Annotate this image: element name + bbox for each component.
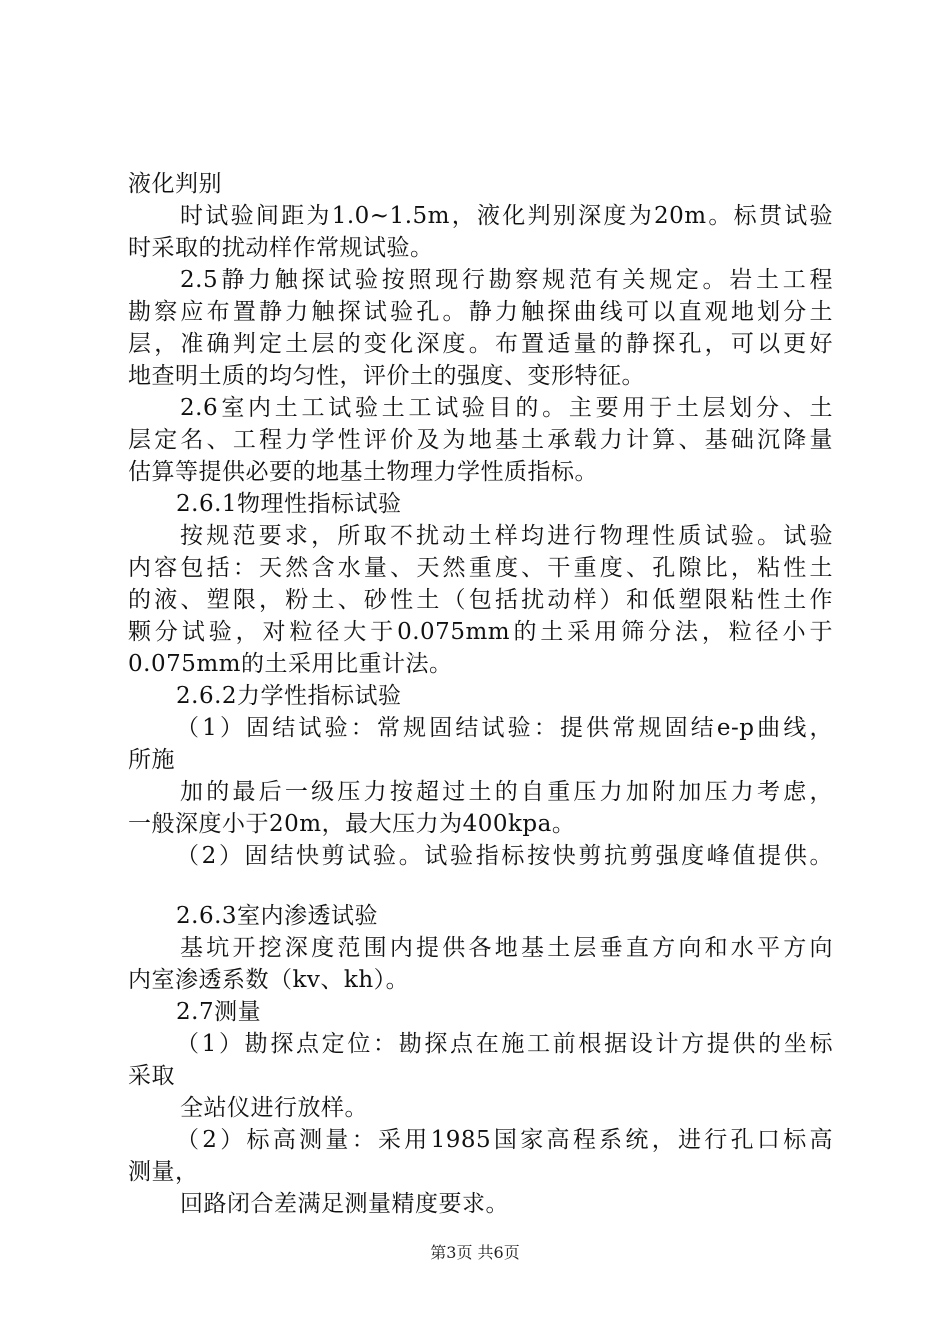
text-line: 按规范要求，所取不扰动土样均进行物理性质试验。试验 [180,523,833,549]
text-line: （1）勘探点定位：勘探点在施工前根据设计方提供的坐标 [176,1031,833,1057]
text-line: （2）固结快剪试验。试验指标按快剪抗剪强度峰值提供。 [176,843,833,869]
text-line: 全站仪进行放样。 [180,1095,368,1121]
text-line: 2.5静力触探试验按照现行勘察规范有关规定。岩土工程 [180,267,833,293]
text-line: 采取 [128,1063,175,1089]
text-line: 2.6室内土工试验土工试验目的。主要用于土层划分、土 [180,395,833,421]
page-number-footer: 第3页 共6页 [430,1243,520,1262]
text-line: 0.075mm的土采用比重计法。 [128,651,453,677]
section-heading: 2.6.1物理性指标试验 [176,491,402,517]
text-line: 内室渗透系数（kv、kh）。 [128,967,410,993]
section-heading: 2.7测量 [176,999,262,1025]
text-line: 液化判别 [128,171,222,197]
section-heading: 2.6.3室内渗透试验 [176,903,379,929]
text-line: 测量， [128,1159,199,1185]
text-line: 一般深度小于20m，最大压力为400kpa。 [128,811,576,837]
text-line: 时试验间距为1.0~1.5m，液化判别深度为20m。标贯试验 [180,203,833,229]
text-line: （2）标高测量：采用1985国家高程系统，进行孔口标高 [176,1127,833,1153]
text-line: 勘察应布置静力触探试验孔。静力触探曲线可以直观地划分土 [128,299,833,325]
text-line: 估算等提供必要的地基土物理力学性质指标。 [128,459,598,485]
text-line: 所施 [128,747,175,773]
section-heading: 2.6.2力学性指标试验 [176,683,402,709]
text-line: 的液、塑限，粉土、砂性土（包括扰动样）和低塑限粘性土作 [128,587,833,613]
text-line: 内容包括：天然含水量、天然重度、干重度、孔隙比，粘性土 [128,555,833,581]
text-line: 层定名、工程力学性评价及为地基土承载力计算、基础沉降量 [128,427,833,453]
text-line: 回路闭合差满足测量精度要求。 [180,1191,509,1217]
document-body [128,168,833,1220]
text-line: 地查明土质的均匀性，评价土的强度、变形特征。 [128,363,645,389]
text-line: 颗分试验，对粒径大于0.075mm的土采用筛分法，粒径小于 [128,619,833,645]
text-line: 基坑开挖深度范围内提供各地基土层垂直方向和水平方向 [180,935,833,961]
text-line: 时采取的扰动样作常规试验。 [128,235,434,261]
text-line: 加的最后一级压力按超过土的自重压力加附加压力考虑， [180,779,833,805]
text-line: （1）固结试验：常规固结试验：提供常规固结e-p曲线， [176,715,833,741]
paragraph-gap [128,872,833,900]
text-line: 层，准确判定土层的变化深度。布置适量的静探孔，可以更好 [128,331,833,357]
